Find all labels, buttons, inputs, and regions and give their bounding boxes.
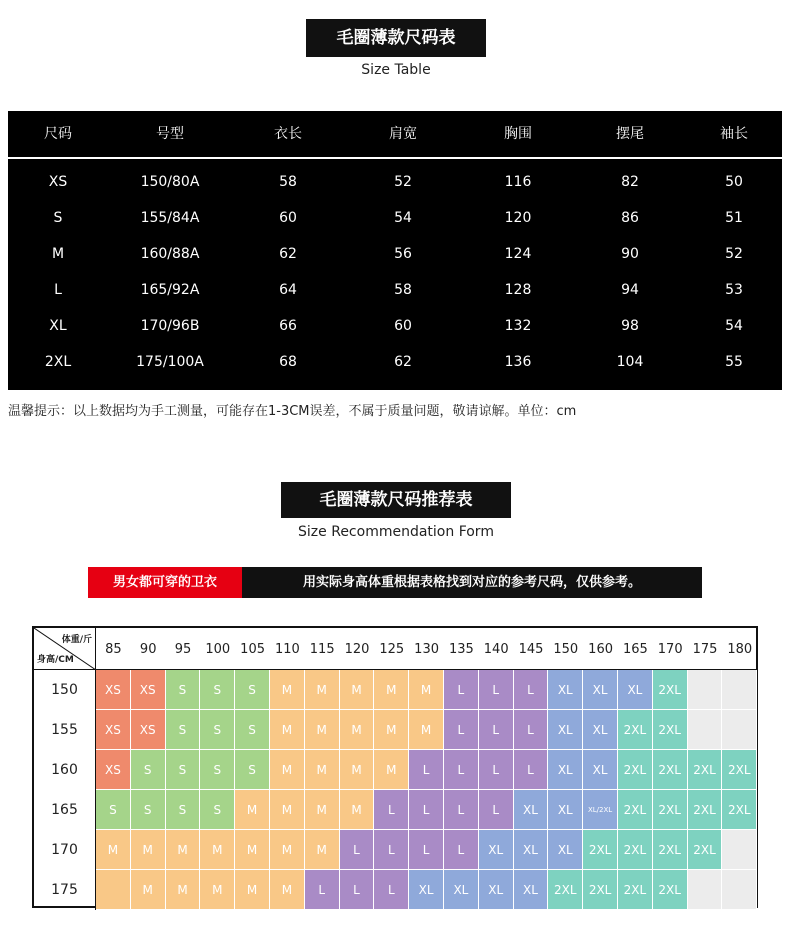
header-cell: 号型	[156, 126, 184, 142]
size-cell: XS	[96, 750, 131, 790]
size-cell: M	[409, 670, 444, 710]
size-cell: M	[270, 750, 305, 790]
weight-header: 160	[583, 628, 618, 670]
table-cell: 120	[504, 210, 532, 226]
size-cell: S	[200, 710, 235, 750]
table-cell: 98	[621, 318, 639, 334]
size-cell: S	[166, 790, 201, 830]
table-cell: 124	[504, 246, 532, 262]
size-cell: M	[340, 710, 375, 750]
size-cell: XL	[444, 870, 479, 910]
size-cell: S	[235, 710, 270, 750]
table-cell: 170/96B	[140, 318, 200, 334]
weight-header: 120	[340, 628, 375, 670]
table-cell: 160/88A	[140, 246, 200, 262]
weight-header: 180	[722, 628, 757, 670]
size-cell: XL	[548, 710, 583, 750]
weight-header: 100	[200, 628, 235, 670]
size-cell: XL	[514, 830, 549, 870]
table-cell: 128	[504, 282, 532, 298]
size-cell	[722, 710, 757, 750]
size-cell	[722, 870, 757, 910]
size-cell: 2XL	[653, 830, 688, 870]
size-cell	[688, 710, 723, 750]
size-cell: XL	[514, 870, 549, 910]
size-cell: S	[235, 750, 270, 790]
table-cell: 56	[394, 246, 412, 262]
size-cell: M	[305, 710, 340, 750]
recommendation-title: 毛圈薄款尺码推荐表	[281, 482, 511, 518]
size-cell: 2XL	[722, 790, 757, 830]
size-recommendation-grid	[32, 626, 758, 908]
size-cell: M	[374, 670, 409, 710]
size-cell: 2XL	[583, 830, 618, 870]
weight-header: 175	[688, 628, 723, 670]
table-cell: 58	[394, 282, 412, 298]
size-cell: L	[514, 670, 549, 710]
size-cell: L	[374, 830, 409, 870]
size-cell: M	[374, 750, 409, 790]
height-header: 175	[34, 870, 96, 910]
size-cell: M	[200, 870, 235, 910]
size-cell: L	[409, 790, 444, 830]
size-cell: L	[444, 830, 479, 870]
table-row	[8, 272, 782, 308]
table-cell: 150/80A	[140, 174, 200, 190]
table-cell: S	[53, 210, 63, 226]
table-cell: 104	[616, 354, 644, 370]
size-cell: XS	[131, 670, 166, 710]
table-cell: 55	[725, 354, 743, 370]
table-cell: 155/84A	[140, 210, 200, 226]
size-cell: XL	[479, 870, 514, 910]
size-cell: 2XL	[688, 790, 723, 830]
header-cell: 胸围	[504, 126, 532, 142]
table-cell: 132	[504, 318, 532, 334]
size-cell: XS	[131, 710, 166, 750]
header-cell: 袖长	[720, 126, 748, 142]
size-cell: M	[131, 870, 166, 910]
size-cell: M	[305, 790, 340, 830]
size-cell: S	[200, 750, 235, 790]
weight-header: 135	[444, 628, 479, 670]
size-cell	[688, 670, 723, 710]
size-cell: L	[444, 750, 479, 790]
table-row	[8, 344, 782, 380]
size-cell: S	[200, 670, 235, 710]
table-cell: 86	[621, 210, 639, 226]
size-cell: L	[409, 830, 444, 870]
table-cell: 60	[394, 318, 412, 334]
size-cell: 2XL	[618, 750, 653, 790]
size-cell: M	[374, 710, 409, 750]
table-cell: 54	[725, 318, 743, 334]
height-header: 165	[34, 790, 96, 830]
size-cell: M	[305, 670, 340, 710]
size-cell: L	[514, 710, 549, 750]
table-cell: L	[54, 282, 62, 298]
size-cell: XL	[618, 670, 653, 710]
size-cell: 2XL	[548, 870, 583, 910]
size-cell: 2XL	[583, 870, 618, 910]
size-cell: 2XL	[618, 790, 653, 830]
size-cell: M	[166, 830, 201, 870]
height-header: 160	[34, 750, 96, 790]
size-cell: XL	[548, 790, 583, 830]
table-cell: 52	[394, 174, 412, 190]
size-cell: L	[479, 790, 514, 830]
size-cell: XL	[583, 750, 618, 790]
table-cell: M	[51, 246, 65, 262]
size-cell: S	[166, 710, 201, 750]
weight-header: 150	[548, 628, 583, 670]
weight-header: 110	[270, 628, 305, 670]
size-cell	[722, 830, 757, 870]
grid-corner	[34, 628, 96, 670]
table-cell: 82	[621, 174, 639, 190]
height-axis-label: 身高/CM	[37, 655, 74, 665]
size-cell: M	[340, 790, 375, 830]
table-cell: 60	[279, 210, 297, 226]
table-cell: 66	[279, 318, 297, 334]
size-cell: L	[305, 870, 340, 910]
table-cell: 52	[725, 246, 743, 262]
size-cell: L	[514, 750, 549, 790]
weight-header: 95	[166, 628, 201, 670]
table-cell: 58	[279, 174, 297, 190]
size-cell: XL	[409, 870, 444, 910]
height-header: 150	[34, 670, 96, 710]
table-cell: XL	[49, 318, 67, 334]
table-cell: 51	[725, 210, 743, 226]
size-cell: S	[96, 790, 131, 830]
table-cell: 94	[621, 282, 639, 298]
header-cell: 摆尾	[616, 126, 644, 142]
size-table	[8, 111, 782, 390]
height-header: 155	[34, 710, 96, 750]
size-cell: L	[479, 710, 514, 750]
table-cell: 62	[279, 246, 297, 262]
table-cell: 50	[725, 174, 743, 190]
table-cell: 53	[725, 282, 743, 298]
size-cell: S	[166, 750, 201, 790]
table-cell: XS	[48, 174, 68, 190]
size-cell: L	[374, 870, 409, 910]
size-cell: M	[235, 790, 270, 830]
size-cell: M	[340, 670, 375, 710]
size-cell: S	[200, 790, 235, 830]
size-cell: M	[270, 670, 305, 710]
table-cell: 175/100A	[136, 354, 204, 370]
size-cell: 2XL	[618, 870, 653, 910]
size-cell: L	[444, 790, 479, 830]
table-cell: 62	[394, 354, 412, 370]
size-cell: L	[444, 710, 479, 750]
size-cell: XL	[514, 790, 549, 830]
size-table-header-row	[8, 111, 782, 159]
table-cell: 165/92A	[140, 282, 200, 298]
size-cell: 2XL	[653, 710, 688, 750]
table-cell: 2XL	[44, 354, 72, 370]
size-cell: M	[305, 830, 340, 870]
weight-header: 140	[479, 628, 514, 670]
size-cell: L	[444, 670, 479, 710]
size-table-title: 毛圈薄款尺码表	[306, 19, 486, 57]
size-cell: XS	[96, 710, 131, 750]
size-cell: L	[479, 750, 514, 790]
size-cell: M	[96, 830, 131, 870]
size-cell: M	[270, 830, 305, 870]
size-cell: 2XL	[653, 750, 688, 790]
size-cell: L	[340, 830, 375, 870]
size-cell: 2XL	[618, 830, 653, 870]
size-cell: L	[409, 750, 444, 790]
size-cell: S	[235, 670, 270, 710]
table-row	[8, 164, 782, 200]
size-cell: XS	[96, 670, 131, 710]
size-cell: M	[131, 830, 166, 870]
size-cell: M	[340, 750, 375, 790]
size-cell: 2XL	[688, 750, 723, 790]
weight-header: 130	[409, 628, 444, 670]
weight-header: 90	[131, 628, 166, 670]
weight-header: 115	[305, 628, 340, 670]
size-cell: 2XL	[653, 670, 688, 710]
size-cell: L	[374, 790, 409, 830]
size-cell: XL	[479, 830, 514, 870]
weight-header: 165	[618, 628, 653, 670]
table-row	[8, 308, 782, 344]
size-cell: XL	[583, 710, 618, 750]
size-cell: S	[131, 750, 166, 790]
weight-header: 105	[235, 628, 270, 670]
table-cell: 116	[504, 174, 532, 190]
size-cell	[688, 870, 723, 910]
table-cell: 68	[279, 354, 297, 370]
size-cell: XL/2XL	[583, 790, 618, 830]
table-cell: 54	[394, 210, 412, 226]
size-cell	[722, 670, 757, 710]
size-cell: 2XL	[653, 870, 688, 910]
header-cell: 尺码	[44, 126, 72, 142]
size-cell: XL	[548, 830, 583, 870]
measurement-note: 温馨提示：以上数据均为手工测量，可能存在1-3CM误差，不属于质量问题，敬请谅解。单位：cm	[8, 404, 577, 419]
size-cell: M	[270, 790, 305, 830]
size-cell: M	[166, 870, 201, 910]
recommendation-subtitle: Size Recommendation Form	[298, 524, 494, 540]
size-cell: S	[166, 670, 201, 710]
size-cell: L	[479, 670, 514, 710]
size-cell: M	[235, 830, 270, 870]
size-cell: 2XL	[653, 790, 688, 830]
table-row	[8, 236, 782, 272]
size-cell: 2XL	[618, 710, 653, 750]
size-table-subtitle: Size Table	[361, 62, 431, 78]
unisex-banner: 男女都可穿的卫衣	[88, 567, 242, 598]
height-header: 170	[34, 830, 96, 870]
size-cell: S	[131, 790, 166, 830]
size-cell: XL	[548, 750, 583, 790]
table-row	[8, 200, 782, 236]
size-cell: 2XL	[722, 750, 757, 790]
size-cell: M	[200, 830, 235, 870]
size-cell: M	[235, 870, 270, 910]
size-cell: L	[340, 870, 375, 910]
table-cell: 64	[279, 282, 297, 298]
instruction-banner: 用实际身高体重根据表格找到对应的参考尺码，仅供参考。	[242, 567, 702, 598]
table-cell: 90	[621, 246, 639, 262]
size-cell: M	[305, 750, 340, 790]
weight-header: 145	[514, 628, 549, 670]
size-cell: M	[409, 710, 444, 750]
weight-axis-label: 体重/斤	[61, 635, 92, 645]
size-cell: M	[270, 710, 305, 750]
weight-header: 125	[374, 628, 409, 670]
size-cell	[96, 870, 131, 910]
table-cell: 136	[504, 354, 532, 370]
size-cell: XL	[583, 670, 618, 710]
header-cell: 衣长	[274, 126, 302, 142]
size-cell: M	[270, 870, 305, 910]
size-cell: 2XL	[688, 830, 723, 870]
header-cell: 肩宽	[389, 126, 417, 142]
weight-header: 170	[653, 628, 688, 670]
size-cell: XL	[548, 670, 583, 710]
weight-header: 85	[96, 628, 131, 670]
